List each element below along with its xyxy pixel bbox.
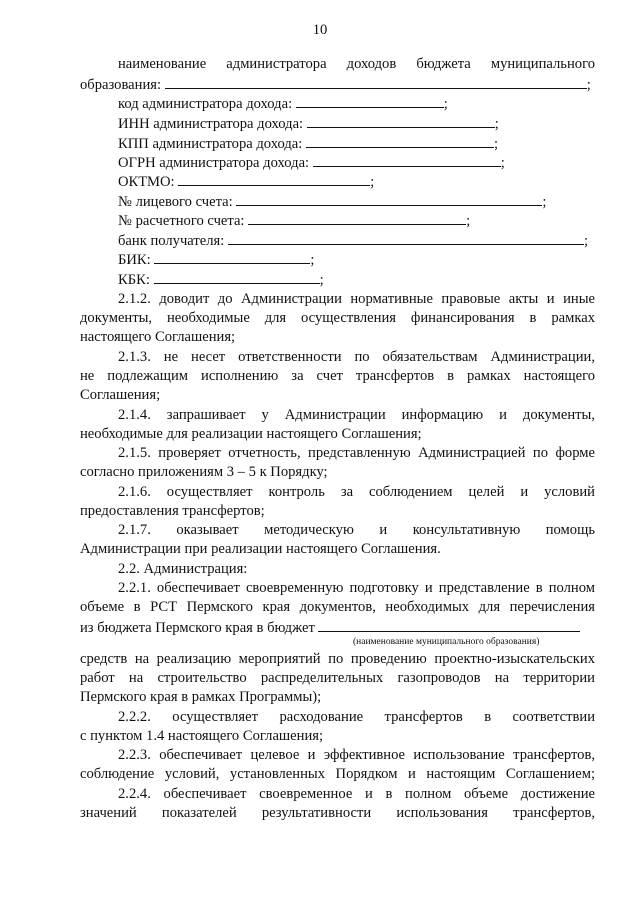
oktmo-field: [118, 172, 595, 191]
p215-line: согласно приложениям 3 – 5 к Порядку;: [80, 464, 328, 480]
p213-line: 2.1.3. не несет ответственности по обязательствам Администрации,: [118, 349, 595, 365]
p221-line: работ на строительство распределительных газопроводов на территории: [80, 670, 595, 686]
p212-line: документы, необходимые для осуществления финансирования в рамках: [80, 310, 595, 326]
ogrn-label: ОГРН администратора дохода:: [118, 155, 310, 171]
admin-code-label: код администратора дохода:: [118, 96, 293, 112]
p224-line: значений показателей результативности использования трансфертов,: [80, 805, 595, 821]
municipality-blank: [318, 618, 580, 632]
p222-line: с пунктом 1.4 настоящего Соглашения;: [80, 728, 324, 744]
kbk-blank: [154, 270, 320, 284]
admin-name-blank: [165, 75, 587, 89]
bik-label: БИК:: [118, 252, 151, 268]
kpp-field: [118, 134, 595, 153]
kpp-blank: [306, 134, 494, 148]
admin-name-label: образования:: [80, 77, 162, 93]
semicolon: ;: [466, 213, 471, 229]
admin-name-field: [80, 75, 595, 94]
settlement-account-label: № расчетного счета:: [118, 213, 245, 229]
oktmo-blank: [178, 172, 370, 186]
personal-account-blank: [236, 192, 542, 206]
settlement-account-blank: [248, 211, 466, 225]
semicolon: ;: [370, 174, 375, 190]
oktmo-label: ОКТМО:: [118, 174, 175, 190]
p223-line: соблюдение условий, установленных Порядком и настоящим Соглашением;: [80, 766, 595, 782]
bik-field: [118, 250, 595, 269]
p217-line: Администрации при реализации настоящего Соглашения.: [80, 541, 441, 557]
admin-code-blank: [296, 94, 444, 108]
municipality-caption: (наименование муниципального образования): [353, 637, 540, 647]
settlement-account-field: [118, 211, 595, 230]
semicolon: ;: [310, 252, 315, 268]
p221-line: Пермского края в рамках Программы);: [80, 689, 322, 705]
p221-budget-line: [80, 618, 595, 637]
semicolon: ;: [494, 116, 499, 132]
p217-line: 2.1.7. оказывает методическую и консультативную помощь: [118, 522, 595, 538]
kbk-field: [118, 270, 595, 289]
p221-line: 2.2.1. обеспечивает своевременную подготовку и представление в полном: [118, 580, 595, 596]
inn-blank: [307, 114, 495, 128]
semicolon: ;: [443, 96, 448, 112]
p216-line: предоставления трансфертов;: [80, 503, 265, 519]
p221-line: объеме в РСТ Пермского края документов, необходимых для перечисления: [80, 599, 595, 615]
inn-label: ИНН администратора дохода:: [118, 116, 304, 132]
p222-line: 2.2.2. осуществляет расходование трансфертов в соответствии: [118, 709, 595, 725]
semicolon: ;: [493, 136, 499, 152]
p216-line: 2.1.6. осуществляет контроль за соблюдением целей и условий: [118, 484, 595, 500]
p221-line: средств на реализацию мероприятий по проведению проектно-изыскательских: [80, 651, 595, 667]
kpp-label: КПП администратора дохода:: [118, 136, 303, 152]
personal-account-field: [118, 192, 595, 211]
p221-line: из бюджета Пермского края в бюджет: [80, 620, 315, 636]
section-22-heading: 2.2. Администрация:: [118, 561, 248, 577]
personal-account-label: № лицевого счета:: [118, 194, 233, 210]
bank-blank: [228, 231, 584, 245]
ogrn-blank: [313, 153, 501, 167]
inn-field: [118, 114, 595, 133]
p212-line: 2.1.2. доводит до Администрации нормативные правовые акты и иные: [118, 291, 595, 307]
p223-line: 2.2.3. обеспечивает целевое и эффективное использование трансфертов,: [118, 747, 595, 763]
admin-code-field: [118, 94, 595, 113]
p213-line: не подлежащим исполнению за счет трансфертов в рамках настоящего: [80, 368, 595, 384]
ogrn-field: [118, 153, 595, 172]
semicolon: ;: [583, 233, 589, 249]
bik-blank: [154, 250, 310, 264]
admin-name-line: наименование администратора доходов бюджета муниципального: [118, 56, 595, 72]
semicolon: ;: [586, 77, 591, 93]
p224-line: 2.2.4. обеспечивает своевременное и в полном объеме достижение: [118, 786, 595, 802]
p214-line: необходимые для реализации настоящего Соглашения;: [80, 426, 422, 442]
p212-line: настоящего Соглашения;: [80, 329, 236, 345]
p215-line: 2.1.5. проверяет отчетность, представленную Администрацией по форме: [118, 445, 595, 461]
p213-line: Соглашения;: [80, 387, 161, 403]
p214-line: 2.1.4. запрашивает у Администрации информацию и документы,: [118, 407, 595, 423]
semicolon: ;: [319, 272, 324, 288]
page-number: 10: [312, 22, 328, 38]
semicolon: ;: [500, 155, 505, 171]
bank-field: [118, 231, 595, 250]
kbk-label: КБК:: [118, 272, 150, 288]
bank-label: банк получателя:: [118, 233, 225, 249]
semicolon: ;: [542, 194, 547, 210]
